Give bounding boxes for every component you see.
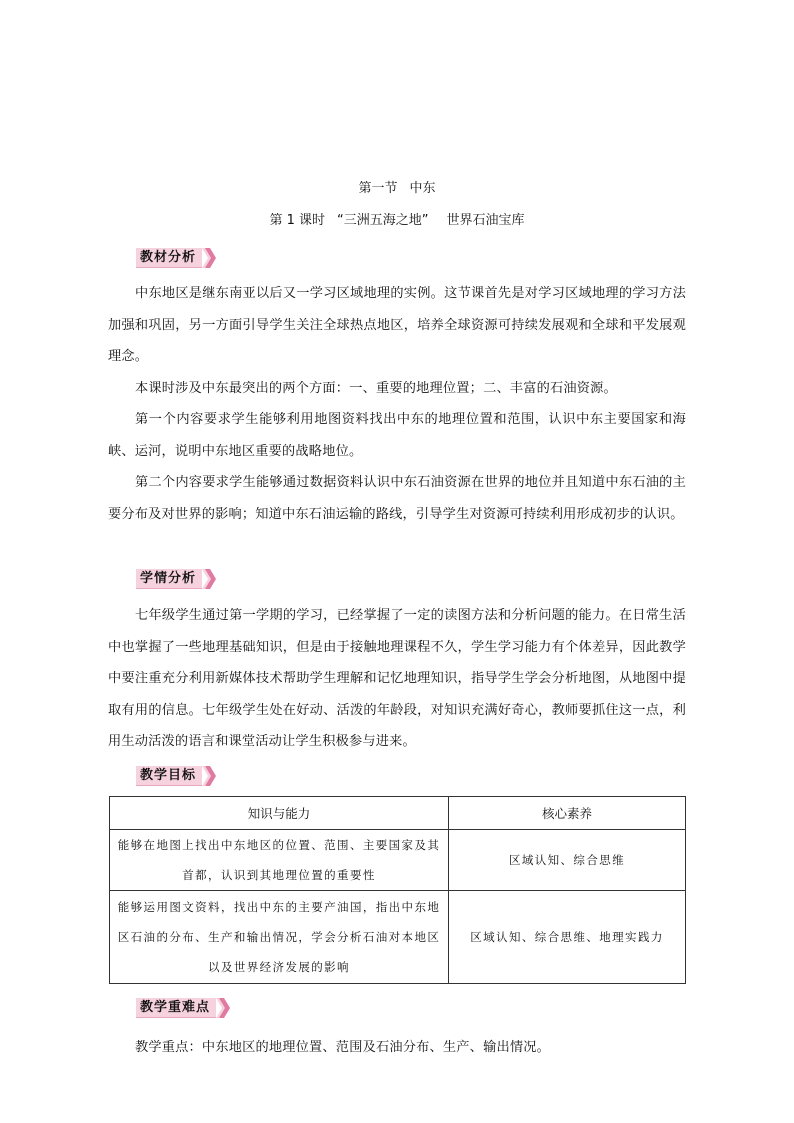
- key-points-paragraph: 教学重点：中东地区的地理位置、范围及石油分布、生产、输出情况。: [135, 1040, 551, 1055]
- competency-cell: 区域认知、综合思维、地理实践力: [449, 891, 686, 984]
- lesson-subtitle-2: 世界石油宝库: [446, 213, 525, 228]
- student-analysis-paragraph: 七年级学生通过第一学期的学习，已经掌握了一定的读图方法和分析问题的能力。在日常生活中也掌握了一些地理基础知识，但是由于接触地理课程不久，学生学习能力有个体差异，因此教学中要注重充分利用新媒体技术帮助学生理解和记忆地理知识，指导学生学会分析地图，从地图中提取有用的信息。七年级学生处在好动、活泼的年龄段，对知识充满好奇心，教师要抓住这一点，利用生动活泼的语言和课堂活动让学生积极参与进来。: [108, 608, 686, 749]
- chevron-right-icon: [216, 998, 230, 1018]
- textbook-analysis-paragraph-3: 第一个内容要求学生能够利用地图资料找出中东的地理位置和范围，认识中东主要国家和海峡、运河，说明中东地区重要的战略地位。: [108, 412, 686, 459]
- section-title: [0, 180, 794, 198]
- textbook-analysis-heading: [136, 248, 216, 268]
- chevron-right-icon: [202, 248, 216, 268]
- table-row: [110, 891, 686, 984]
- section-title-number: 第一节: [358, 181, 398, 196]
- student-analysis-heading: [136, 569, 216, 589]
- teaching-goals-table: [109, 796, 686, 984]
- knowledge-cell: 能够运用图文资料，找出中东的主要产油国，指出中东地区石油的分布、生产和输出情况，学会分析石油对本地区以及世界经济发展的影响: [110, 891, 449, 984]
- lesson-number: 第 1 课时: [269, 213, 326, 228]
- heading-label: 教材分析: [136, 248, 202, 268]
- competency-cell: 区域认知、综合思维: [449, 830, 686, 891]
- textbook-analysis-paragraph-4: 第二个内容要求学生能够通过数据资料认识中东石油资源在世界的地位并且知道中东石油的主要分布及对世界的影响；知道中东石油运输的路线，引导学生对资源可持续利用形成初步的认识。: [108, 475, 686, 522]
- lesson-title: [0, 212, 794, 230]
- section-title-name: 中东: [409, 181, 436, 196]
- table-header-row: [110, 797, 686, 830]
- heading-label: 学情分析: [136, 569, 202, 589]
- knowledge-cell: 能够在地图上找出中东地区的位置、范围、主要国家及其首都，认识到其地理位置的重要性: [110, 830, 449, 891]
- chevron-right-icon: [202, 569, 216, 589]
- teaching-goals-heading: [136, 766, 216, 786]
- key-points-heading: [136, 998, 230, 1018]
- column-header-competency: 核心素养: [449, 797, 686, 830]
- textbook-analysis-paragraph-2: 本课时涉及中东最突出的两个方面：一、重要的地理位置；二、丰富的石油资源。: [135, 381, 617, 396]
- heading-label: 教学目标: [136, 766, 202, 786]
- heading-label: 教学重难点: [136, 998, 216, 1018]
- table-row: [110, 830, 686, 891]
- column-header-knowledge: 知识与能力: [110, 797, 449, 830]
- chevron-right-icon: [202, 766, 216, 786]
- lesson-subtitle-1: “三洲五海之地”: [337, 213, 429, 228]
- textbook-analysis-paragraph-1: 中东地区是继东南亚以后又一学习区域地理的实例。这节课首先是对学习区域地理的学习方法加强和巩固，另一方面引导学生关注全球热点地区，培养全球资源可持续发展观和全球和平发展观理念。: [108, 286, 686, 364]
